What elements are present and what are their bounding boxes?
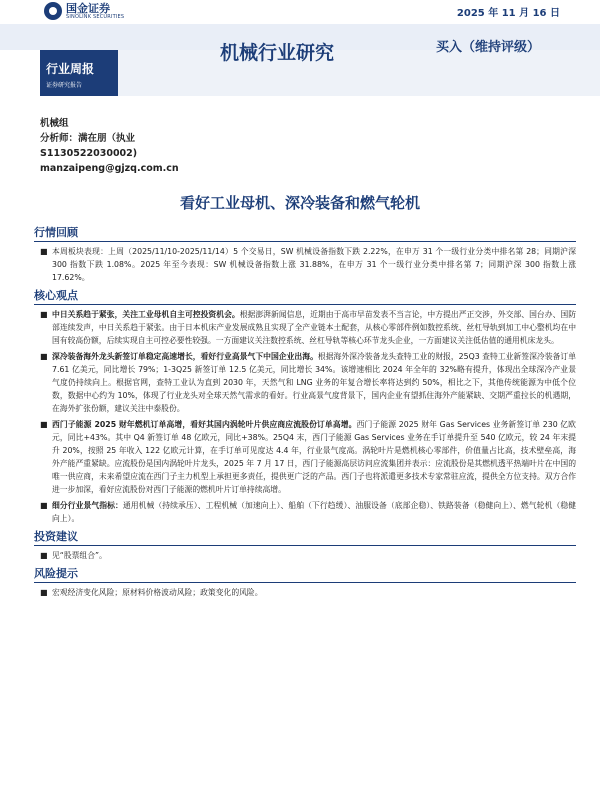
brand-logo (44, 0, 164, 22)
bullet-icon: ■ (40, 501, 48, 510)
section-title-review: 行情回顾 (34, 224, 576, 242)
section-title-invest: 投资建议 (34, 528, 576, 546)
sector-label: 机械组 (40, 118, 69, 129)
list-item: ■ 深冷装备海外龙头新签订单稳定高速增长，看好行业高景气下中国企业出海。根据海外深冷装备龙头查特工业的财报，25Q3 查特工业新签深冷装备订单 7.61 亿美元，同比增长 79%；1-3Q25 新签订单 12.5 亿美元，同比增长 34%。该增速相比 2024 年全年的 32%略有提升，体现出全球深冷产业景气度仍持续向上。根据官网，查特工业认为直到 2030 年，天然气和 LNG 业务的年复合增长率将达到约 50%，相比之下，其他传统能源为中低个位数，数据中心约为 10%，体现了行业龙头对全球天然气需求的看好。行业高景气度背景下，国内企业有望抓住海外产能紧缺、交期严重拉长的机遇期，在海外扩张份额，建议关注中泰股份。 (40, 352, 576, 413)
analyst-info (40, 116, 240, 176)
section-title-core: 核心观点 (34, 287, 576, 305)
rating-label: 买入（维持评级） (435, 40, 540, 55)
bullet-icon: ■ (40, 551, 48, 560)
report-body (34, 222, 576, 602)
analyst-line2: S1130522030002) (40, 148, 138, 159)
list-item: ■ 见“股票组合”。 (40, 551, 107, 560)
dept-label: 证券研究报告 (46, 82, 83, 89)
report-title: 机械行业研究 (220, 42, 335, 64)
logo-mark-icon (44, 2, 62, 20)
brand-sub: SINOLINK SECURITIES (66, 13, 125, 20)
bullet-icon: ■ (40, 310, 48, 319)
report-headline: 看好工业母机、深冷装备和燃气轮机 (179, 194, 420, 212)
header-band-right (118, 50, 600, 96)
list-item: ■ 中日关系趋于紧张，关注工业母机自主可控投资机会。根据澎湃新闻信息，近期由于高市早苗发表不当言论，中方提出严正交涉，外交部、国台办、国防部连续发声，中日关系趋于紧张。由于日本机床产业发展成熟且实现了全产业链本土配套，从核心零部件例如数控系统、丝杠导轨到加工中心整机均在中国有较高份额，后续实现自主可控必要性较强。一方面建议关注数控系统、丝杠导轨等核心环节龙头企业，一方面建议关注低估值的通用机床龙头。 (40, 310, 577, 345)
brand-name: 国金证券 (66, 1, 110, 15)
list-item: ■ 细分行业景气指标：通用机械（持续承压）、工程机械（加速向上）、船舶（下行趋缓）、油服设备（底部企稳）、铁路装备（稳健向上）、燃气轮机（稳健向上）。 (40, 501, 576, 523)
doc-type: 行业周报 (46, 62, 95, 76)
analyst-email[interactable]: manzaipeng@gjzq.com.cn (40, 163, 179, 174)
bullet-icon: ■ (40, 247, 48, 256)
list-item: ■ 宏观经济变化风险；原材料价格波动风险；政策变化的风险。 (40, 588, 263, 597)
report-header (0, 0, 600, 128)
section-title-risk: 风险提示 (34, 565, 576, 583)
bullet-icon: ■ (40, 352, 48, 361)
list-item: ■ 西门子能源 2025 财年燃机订单高增，看好其国内涡轮叶片供应商应流股份订单高增。西门子能源 2025 财年 Gas Services 业务新签订单 230 亿欧元，同比+43%。其中 Q4 新签订单 48 亿欧元，同比+38%。25Q4 末，西门子能源 Gas Services 业务在手订单提升至 540 亿欧元，较 24 年末提升 20%，按照 25 年收入 122 亿欧元计算，在手订单可见度达 4.4 年，行业景气度高。涡轮叶片是燃机核心零部件，价值量占比高，技术壁垒高，海外产能严重紧缺。应流股份是国内涡轮叶片龙头，2025 年 7 月 17 日，西门子能源高层访问应流集团并表示：应流股份是其燃机透平热端叶片在中国的唯一供应商，未来希望应流在西门子主力机型上承担更多责任，提供更广泛的产品。西门子也将派遣更多技术专家常驻应流，提供全方位支持。双方合作进一步加深，看好应流股份对西门子能源的燃机叶片订单持续高增。 (40, 420, 576, 494)
bullet-icon: ■ (40, 420, 48, 429)
analyst-line1: 分析师：满在朋（执业 (40, 133, 136, 144)
bullet-icon: ■ (40, 588, 48, 597)
report-date: 2025 年 11 月 16 日 (456, 8, 560, 19)
list-item: ■ 本周板块表现：上周（2025/11/10-2025/11/14）5 个交易日，SW 机械设备指数下跌 2.22%，在申万 31 个一级行业分类中排名第 28；同期沪深 300 指数下跌 1.08%。2025 年至今表现：SW 机械设备指数上涨 31.88%，在申万 31 个一级行业分类中排名第 7；同期沪深 300 指数上涨 17.62%。 (40, 247, 576, 282)
